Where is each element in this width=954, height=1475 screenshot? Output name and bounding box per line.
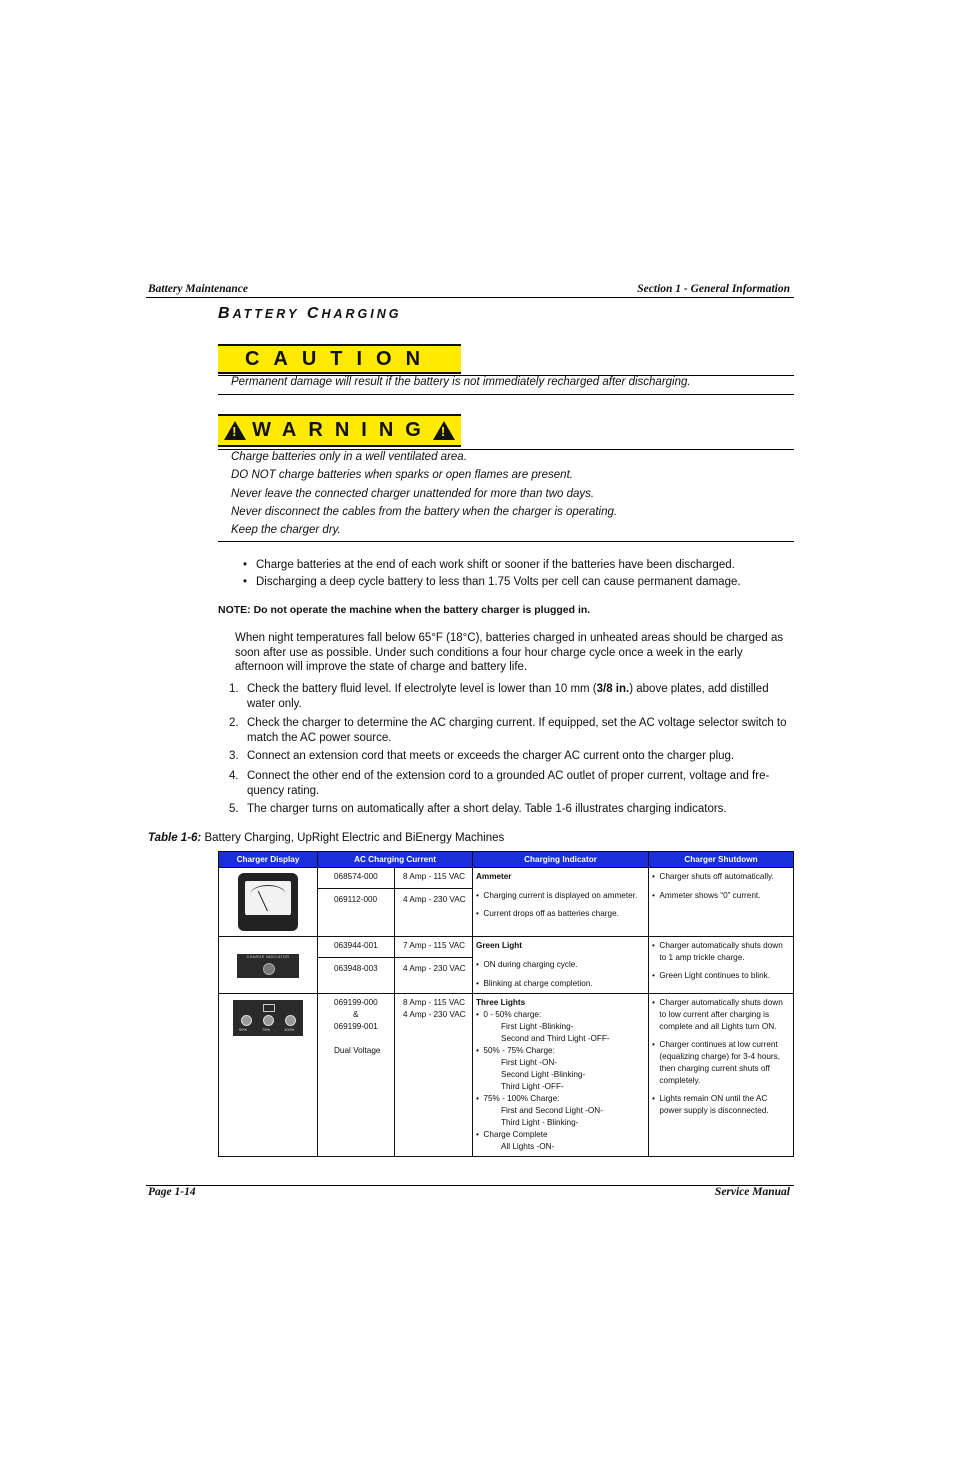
current-cell: 8 Amp - 115 VAC 4 Amp - 230 VAC [395, 868, 473, 937]
table-row [219, 868, 794, 937]
warning-label: WARNING [252, 419, 433, 441]
running-header-right: Section 1 - General Information [637, 283, 790, 295]
shutdown-cell: • Charger automatically shuts down to low current after charging is complete and all Lights turn ON. • Charger continues at low current (equalizing charge) for 3-4 hours, then charging current shuts off completely. • Lights remain ON until the AC power supply is disconnected. [649, 994, 794, 1157]
bullet-marker: • [243, 559, 248, 571]
bullet-marker: • [243, 576, 248, 588]
section-title: BATTERY CHARGING [218, 305, 402, 322]
shutdown-cell: • Charger shuts off automatically. • Ammeter shows “0” current. [649, 868, 794, 937]
footer-rule [146, 1185, 794, 1186]
current-cell: 7 Amp - 115 VAC 4 Amp - 230 VAC [395, 937, 473, 994]
step-number: 4. [229, 770, 239, 782]
lamp-75-icon [263, 1015, 274, 1026]
column-header: Charging Indicator [473, 852, 649, 868]
green-light-panel-image: CHARGE INDICATOR [237, 954, 299, 978]
caution-text: Permanent damage will result if the battery is not immediately recharged after discharging. [231, 376, 691, 388]
warning-line: Never disconnect the cables from the battery when the charger is operating. [231, 506, 618, 518]
warning-triangle-icon: ! [433, 421, 455, 440]
column-header: AC Charging Current [318, 852, 473, 868]
indicator-cell: Ammeter • Charging current is displayed on ammeter. • Current drops off as batteries charge. [473, 868, 649, 937]
charger-display-cell [219, 937, 318, 994]
charger-display-cell [219, 994, 318, 1157]
warning-line: DO NOT charge batteries when sparks or open flames are present. [231, 469, 573, 481]
table-header-row [219, 852, 794, 868]
column-header: Charger Shutdown [649, 852, 794, 868]
lamp-50-icon [241, 1015, 252, 1026]
caution-label: CAUTION [244, 347, 435, 370]
indicator-cell: Green Light • ON during charging cycle. • Blinking at charge completion. [473, 937, 649, 994]
current-cell: 8 Amp - 115 VAC 4 Amp - 230 VAC [395, 994, 473, 1157]
warning-line: Never leave the connected charger unattended for more than two days. [231, 488, 595, 500]
part-number-cell: 068574-000 069112-000 [318, 868, 395, 937]
step-text: The charger turns on automatically after a short delay. Table 1-6 illustrates charging indicators. [247, 803, 727, 815]
warning-bottom-rule [218, 541, 794, 542]
step-number: 2. [229, 717, 239, 729]
shutdown-cell: • Charger automatically shuts down to 1 amp trickle charge. • Green Light continues to blink. [649, 937, 794, 994]
charging-table [218, 851, 794, 1157]
table-row [219, 994, 794, 1157]
note-label: NOTE: [218, 604, 251, 616]
table-caption: Table 1-6: Battery Charging, UpRight Electric and BiEnergy Machines [148, 832, 505, 844]
step-number: 1. [229, 683, 239, 695]
step-text: Connect an extension cord that meets or exceeds the charger AC current onto the charger plug. [247, 750, 735, 762]
bullet-item: Charge batteries at the end of each work shift or sooner if the batteries have been discharged. [256, 559, 735, 571]
warning-top-rule [218, 449, 794, 450]
warning-banner [218, 414, 461, 447]
part-number-cell: 063944-001 063948-003 [318, 937, 395, 994]
caution-banner [218, 344, 461, 374]
page-number: Page 1-14 [148, 1186, 196, 1198]
body-paragraph: When night temperatures fall below 65°F (18°C), batteries charged in unheated areas should be charged as soon after use as possible. Under such conditions a four hour charge cycle once a week in the early afternoon will improve the state of charge and battery life. [235, 632, 784, 673]
note [218, 604, 590, 616]
battery-icon [263, 1004, 275, 1012]
bullet-item: Discharging a deep cycle battery to less than 1.75 Volts per cell can cause permanent damage. [256, 576, 741, 588]
caution-bottom-rule [218, 394, 794, 395]
table-row [219, 937, 794, 994]
note-text: Do not operate the machine when the battery charger is plugged in. [253, 604, 591, 616]
three-light-panel-image: 50% 75% 100% [233, 1000, 303, 1036]
step-number: 5. [229, 803, 239, 815]
lamp-100-icon [285, 1015, 296, 1026]
header-rule [146, 297, 794, 298]
part-number-cell: 069199-000 & 069199-001 Dual Voltage [318, 994, 395, 1157]
green-light-icon [263, 963, 275, 975]
ammeter-image [238, 873, 298, 931]
warning-line: Charge batteries only in a well ventilated area. [231, 451, 467, 463]
warning-triangle-icon: ! [224, 421, 246, 440]
step-text: Check the charger to determine the AC charging current. If equipped, set the AC voltage selector switch to match the AC power source. [247, 717, 787, 744]
step-text: Check the battery fluid level. If electrolyte level is lower than 10 mm (3/8 in.) above plates, add distilled water only. [247, 683, 769, 710]
manual-name: Service Manual [714, 1186, 790, 1198]
running-header-left: Battery Maintenance [148, 283, 248, 295]
indicator-cell: Three Lights • 0 - 50% charge: First Light -Blinking- Second and Third Light -OFF- • 50% - 75% Charge: First Light -ON- Second Light -Blinking- Third Light -OFF- • 75% - 100% Charge: First and Second Light -ON- Third Light - Blinking- • Charge Complete All Lights -ON- [473, 994, 649, 1157]
charger-display-cell [219, 868, 318, 937]
step-text: Connect the other end of the extension cord to a grounded AC outlet of proper current, voltage and fre-quency rating. [247, 770, 770, 797]
step-number: 3. [229, 750, 239, 762]
warning-line: Keep the charger dry. [231, 524, 341, 536]
column-header: Charger Display [219, 852, 318, 868]
